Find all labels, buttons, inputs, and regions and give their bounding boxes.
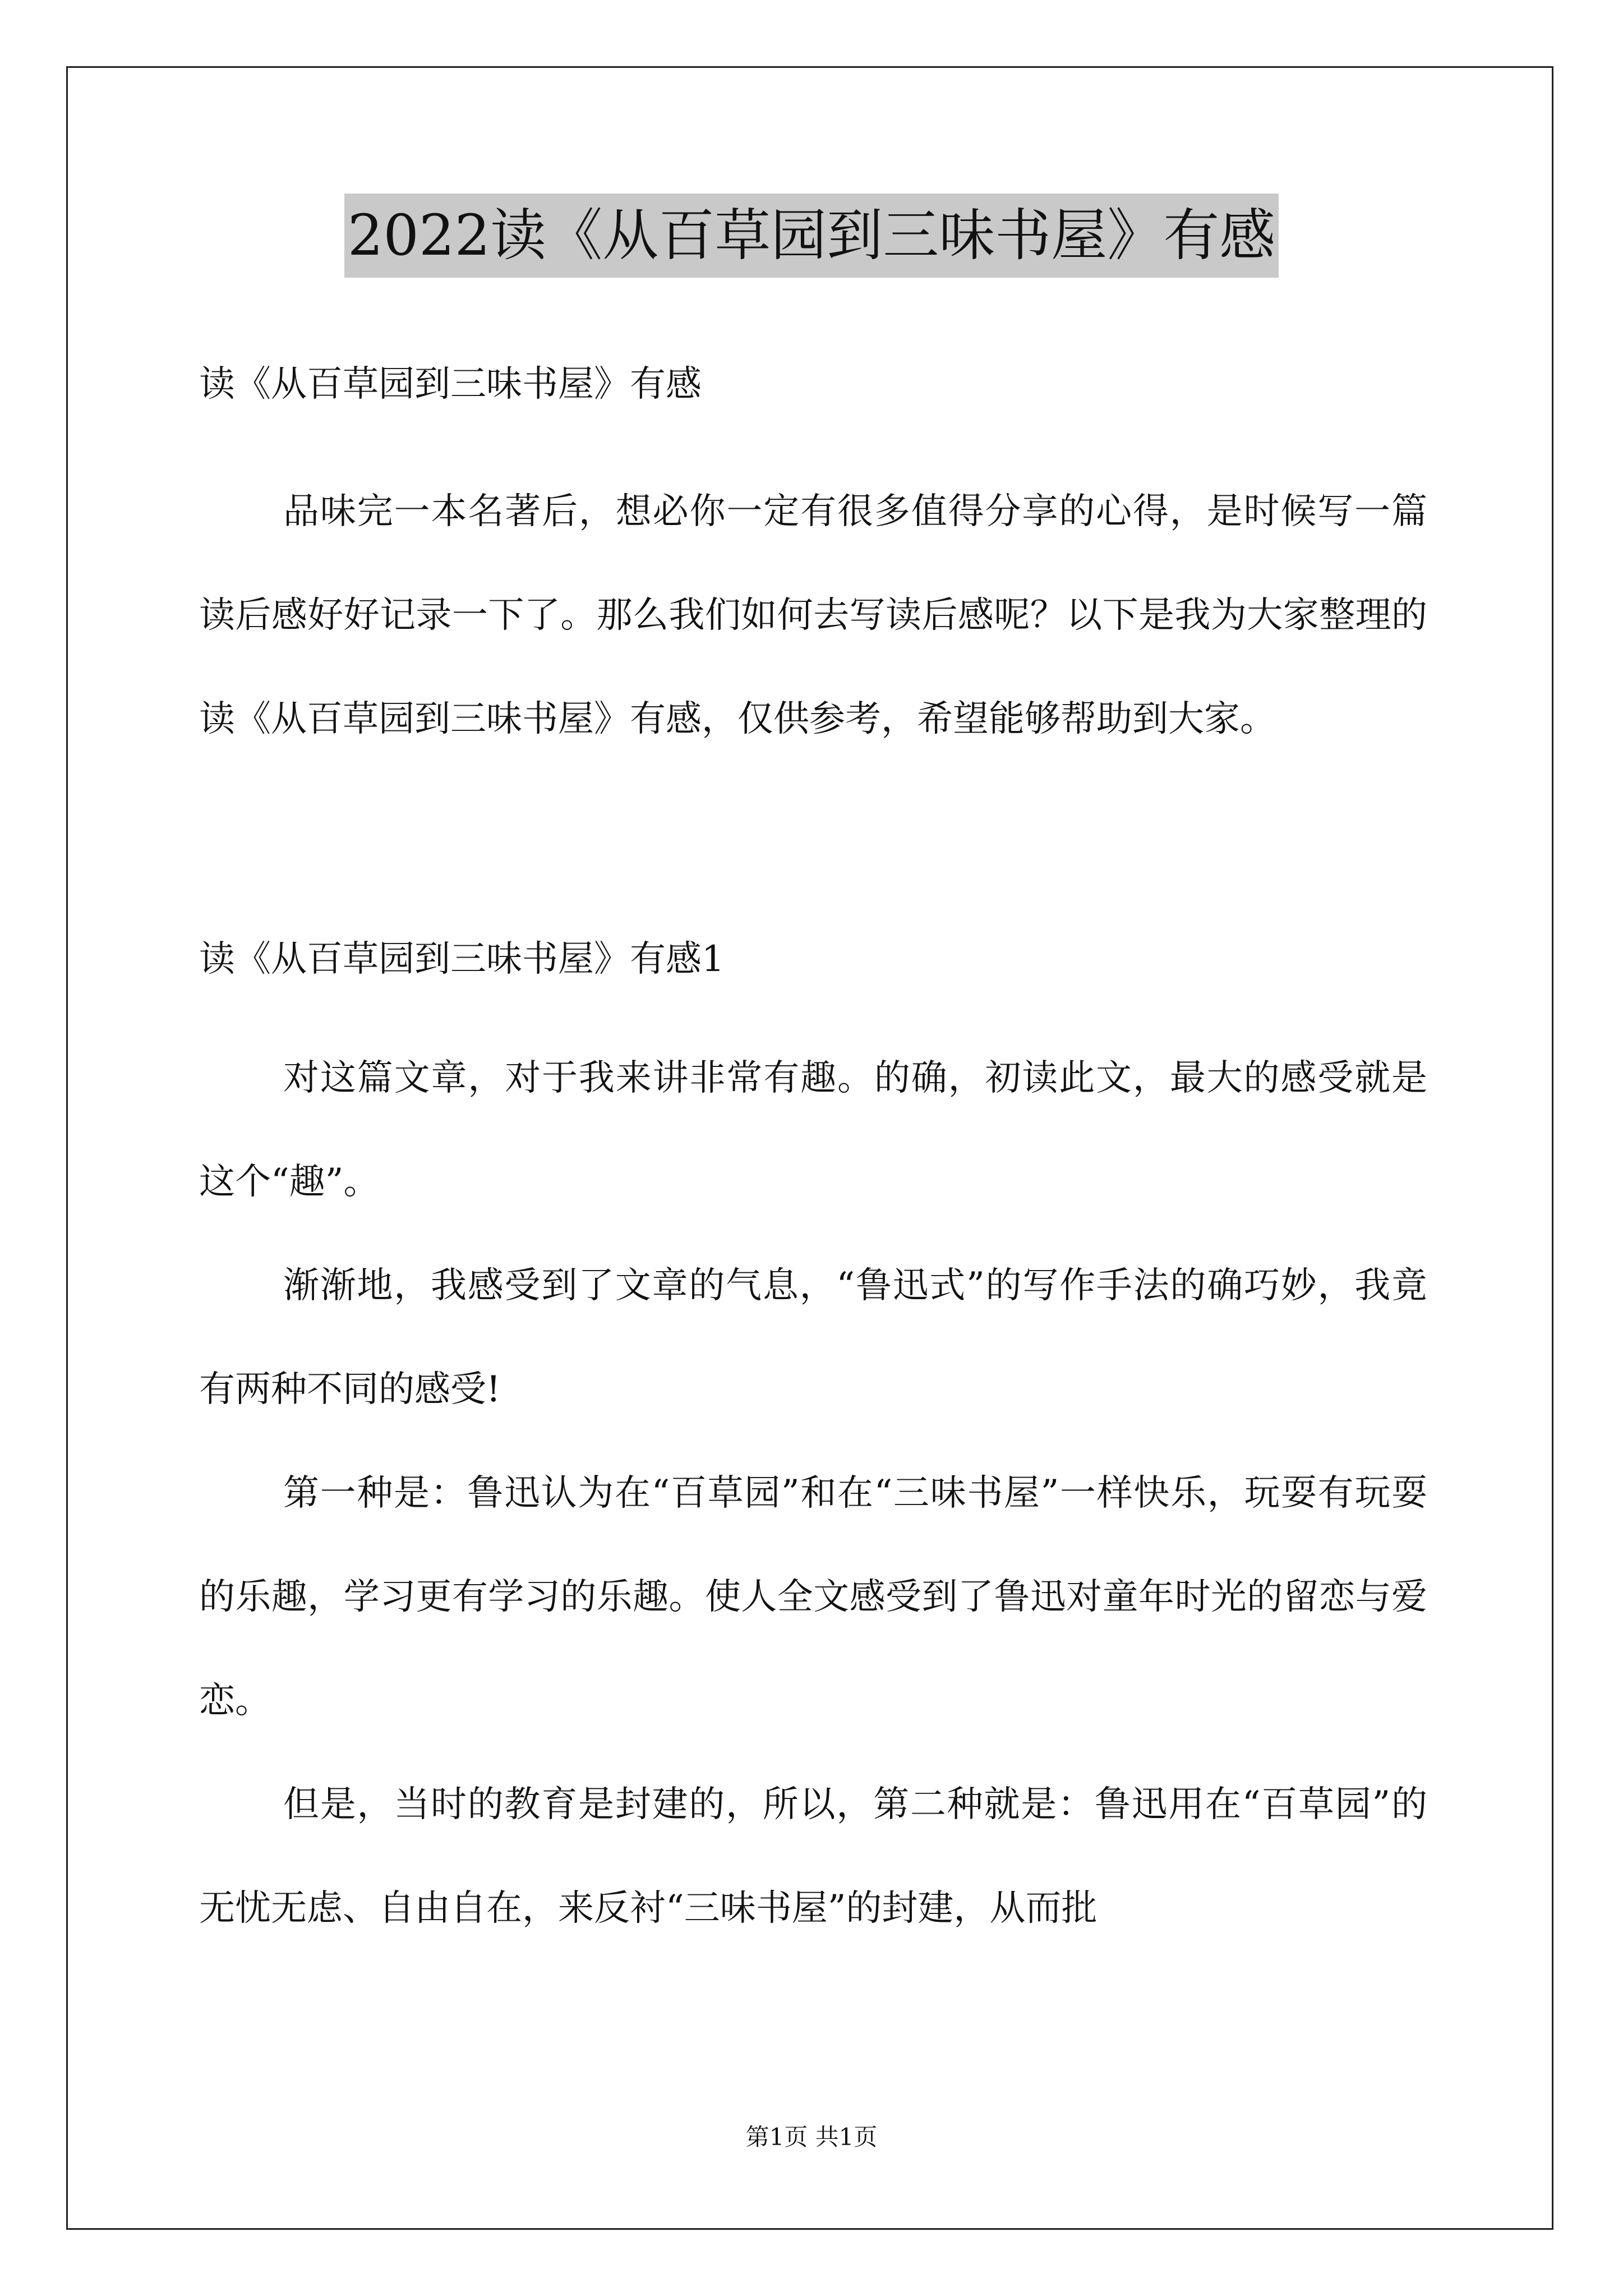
title-container — [0, 194, 1623, 278]
body-paragraph-1: 对这篇文章，对于我来讲非常有趣。的确，初读此文，最大的感受就是这个“趣”。 — [199, 1057, 1427, 1203]
body-paragraph-3: 第一种是：鲁迅认为在“百草园”和在“三味书屋”一样快乐，玩耍有玩耍的乐趣，学习更有学习的乐趣。使人全文感受到了鲁迅对童年时光的留恋与爱恋。 — [199, 1473, 1427, 1722]
intro-paragraph: 品味完一本名著后，想必你一定有很多值得分享的心得，是时候写一篇读后感好好记录一下了。那么我们如何去写读后感呢？以下是我为大家整理的读《从百草园到三味书屋》有感，仅供参考，希望能够帮助到大家。 — [199, 491, 1427, 740]
document-body — [199, 297, 1427, 1961]
body-paragraph-2: 渐渐地，我感受到了文章的气息，“鲁迅式”的写作手法的确巧妙，我竟有两种不同的感受! — [199, 1265, 1427, 1410]
body-paragraph-4: 但是，当时的教育是封建的，所以，第二种就是：鲁迅用在“百草园”的无忧无虑、自由自在，来反衬“三味书屋”的封建，从而批 — [199, 1784, 1427, 1929]
page-footer: 第1页 共1页 — [745, 2123, 878, 2151]
section-heading-intro: 读《从百草园到三味书屋》有感 — [199, 364, 702, 405]
section-heading-1: 读《从百草园到三味书屋》有感1 — [199, 938, 725, 980]
document-title: 2022读《从百草园到三味书屋》有感 — [344, 194, 1279, 278]
